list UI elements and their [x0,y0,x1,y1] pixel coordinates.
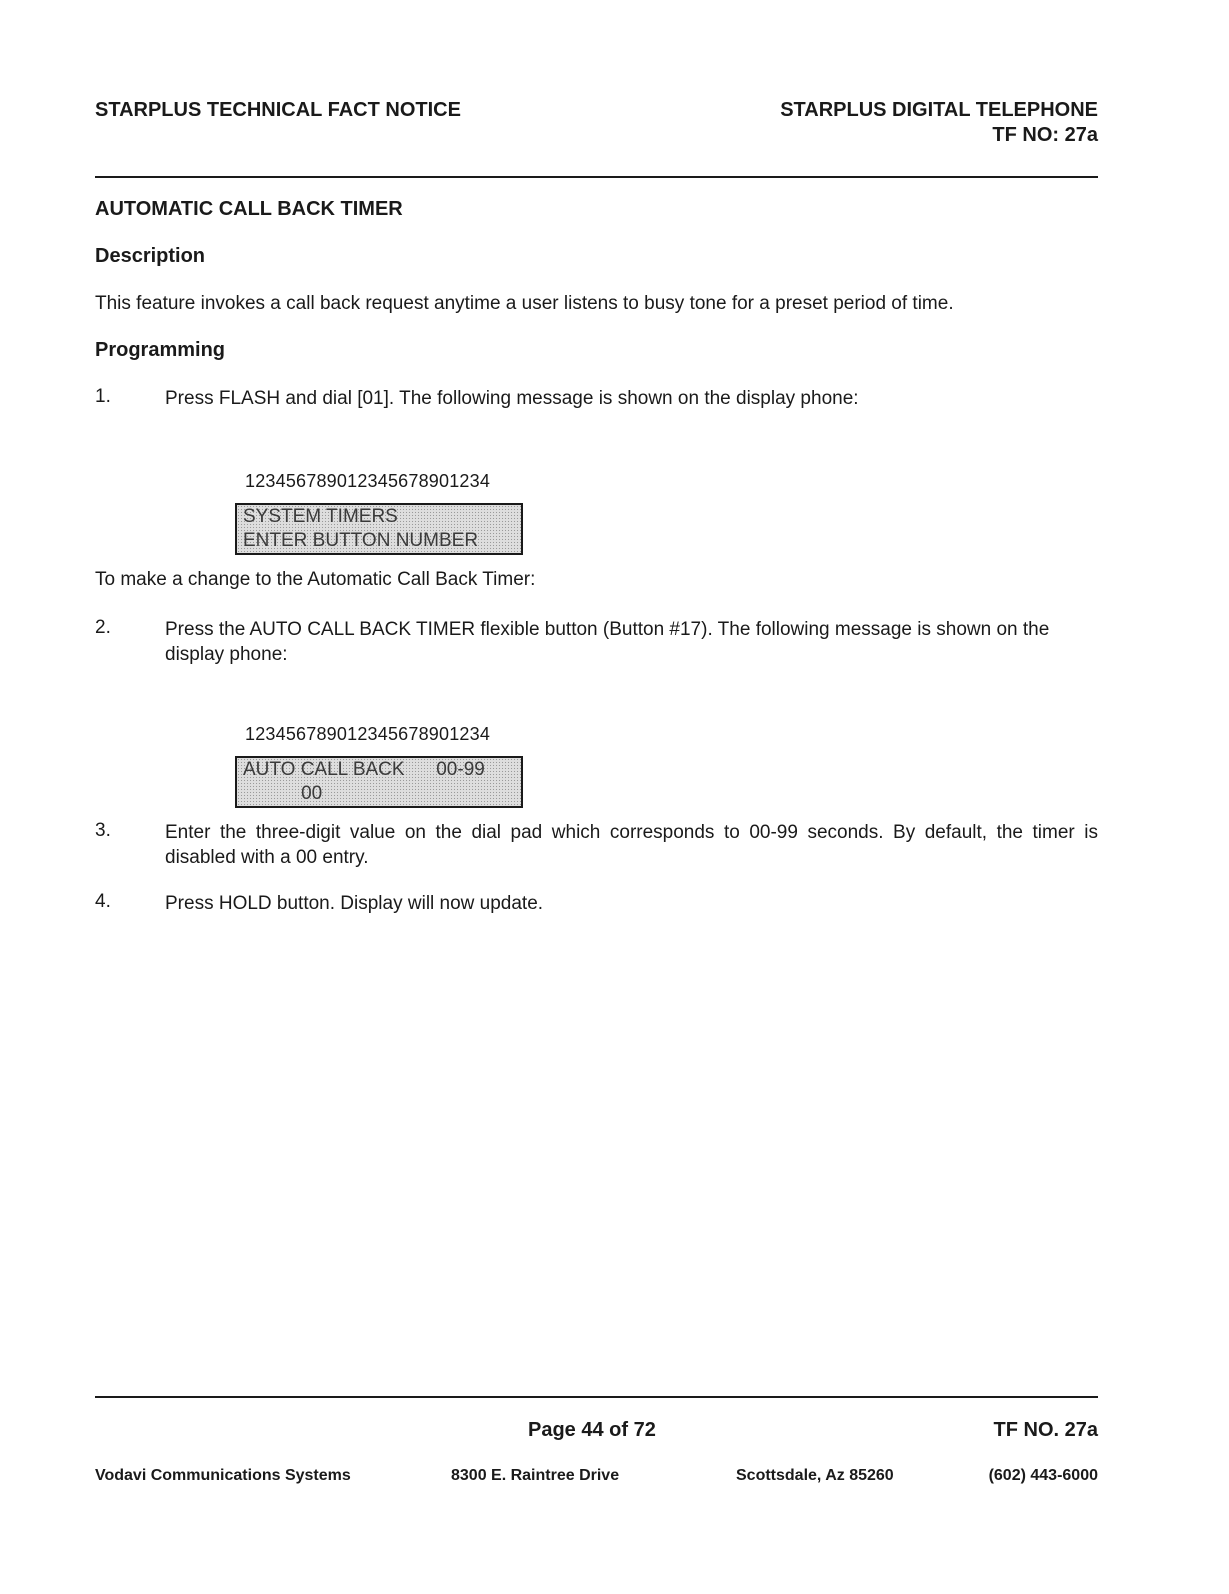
phone-display-panel [235,503,523,555]
step-text: Press HOLD button. Display will now update. [165,893,544,914]
display-line-2: 00 [243,783,323,804]
display-column-ruler: 123456789012345678901234 [245,471,491,491]
footer-divider [95,1396,1098,1398]
step-text: Press the AUTO CALL BACK TIMER flexible button (Button #17). The following message is shown on the display phone: [165,619,1050,665]
description-text: This feature invokes a call back request anytime a user listens to busy tone for a preset period of time. [95,293,954,314]
header-left-title: STARPLUS TECHNICAL FACT NOTICE [95,99,461,121]
display-line-1: SYSTEM TIMERS [243,506,398,527]
display-line-2: ENTER BUTTON NUMBER [243,530,479,551]
interstitial-text: To make a change to the Automatic Call Back Timer: [95,569,536,590]
programming-heading: Programming [95,339,226,361]
footer-address: 8300 E. Raintree Drive [451,1467,620,1484]
step-number: 3. [95,820,111,841]
header-right-title: STARPLUS DIGITAL TELEPHONE [780,99,1098,121]
header-tf-number: TF NO: 27a [992,124,1098,146]
footer-phone: (602) 443-6000 [988,1467,1098,1484]
step-number: 2. [95,617,111,638]
step-text: Enter the three-digit value on the dial pad which corresponds to 00-99 seconds. By default, the timer is disabled with a 00 entry. [165,822,1098,868]
footer-city: Scottsdale, Az 85260 [736,1467,894,1484]
display-column-ruler: 123456789012345678901234 [245,724,491,744]
header-divider [95,176,1098,178]
step-number: 1. [95,386,111,407]
section-title: AUTOMATIC CALL BACK TIMER [95,198,403,220]
step-text: Press FLASH and dial [01]. The following message is shown on the display phone: [165,388,859,409]
description-heading: Description [95,245,206,267]
step-number: 4. [95,891,111,912]
footer-page-number: Page 44 of 72 [528,1419,656,1441]
display-line-1: AUTO CALL BACK 00-99 [243,759,485,780]
footer-company: Vodavi Communications Systems [95,1467,351,1484]
phone-display-panel [235,756,523,808]
footer-tf-number: TF NO. 27a [993,1419,1098,1441]
